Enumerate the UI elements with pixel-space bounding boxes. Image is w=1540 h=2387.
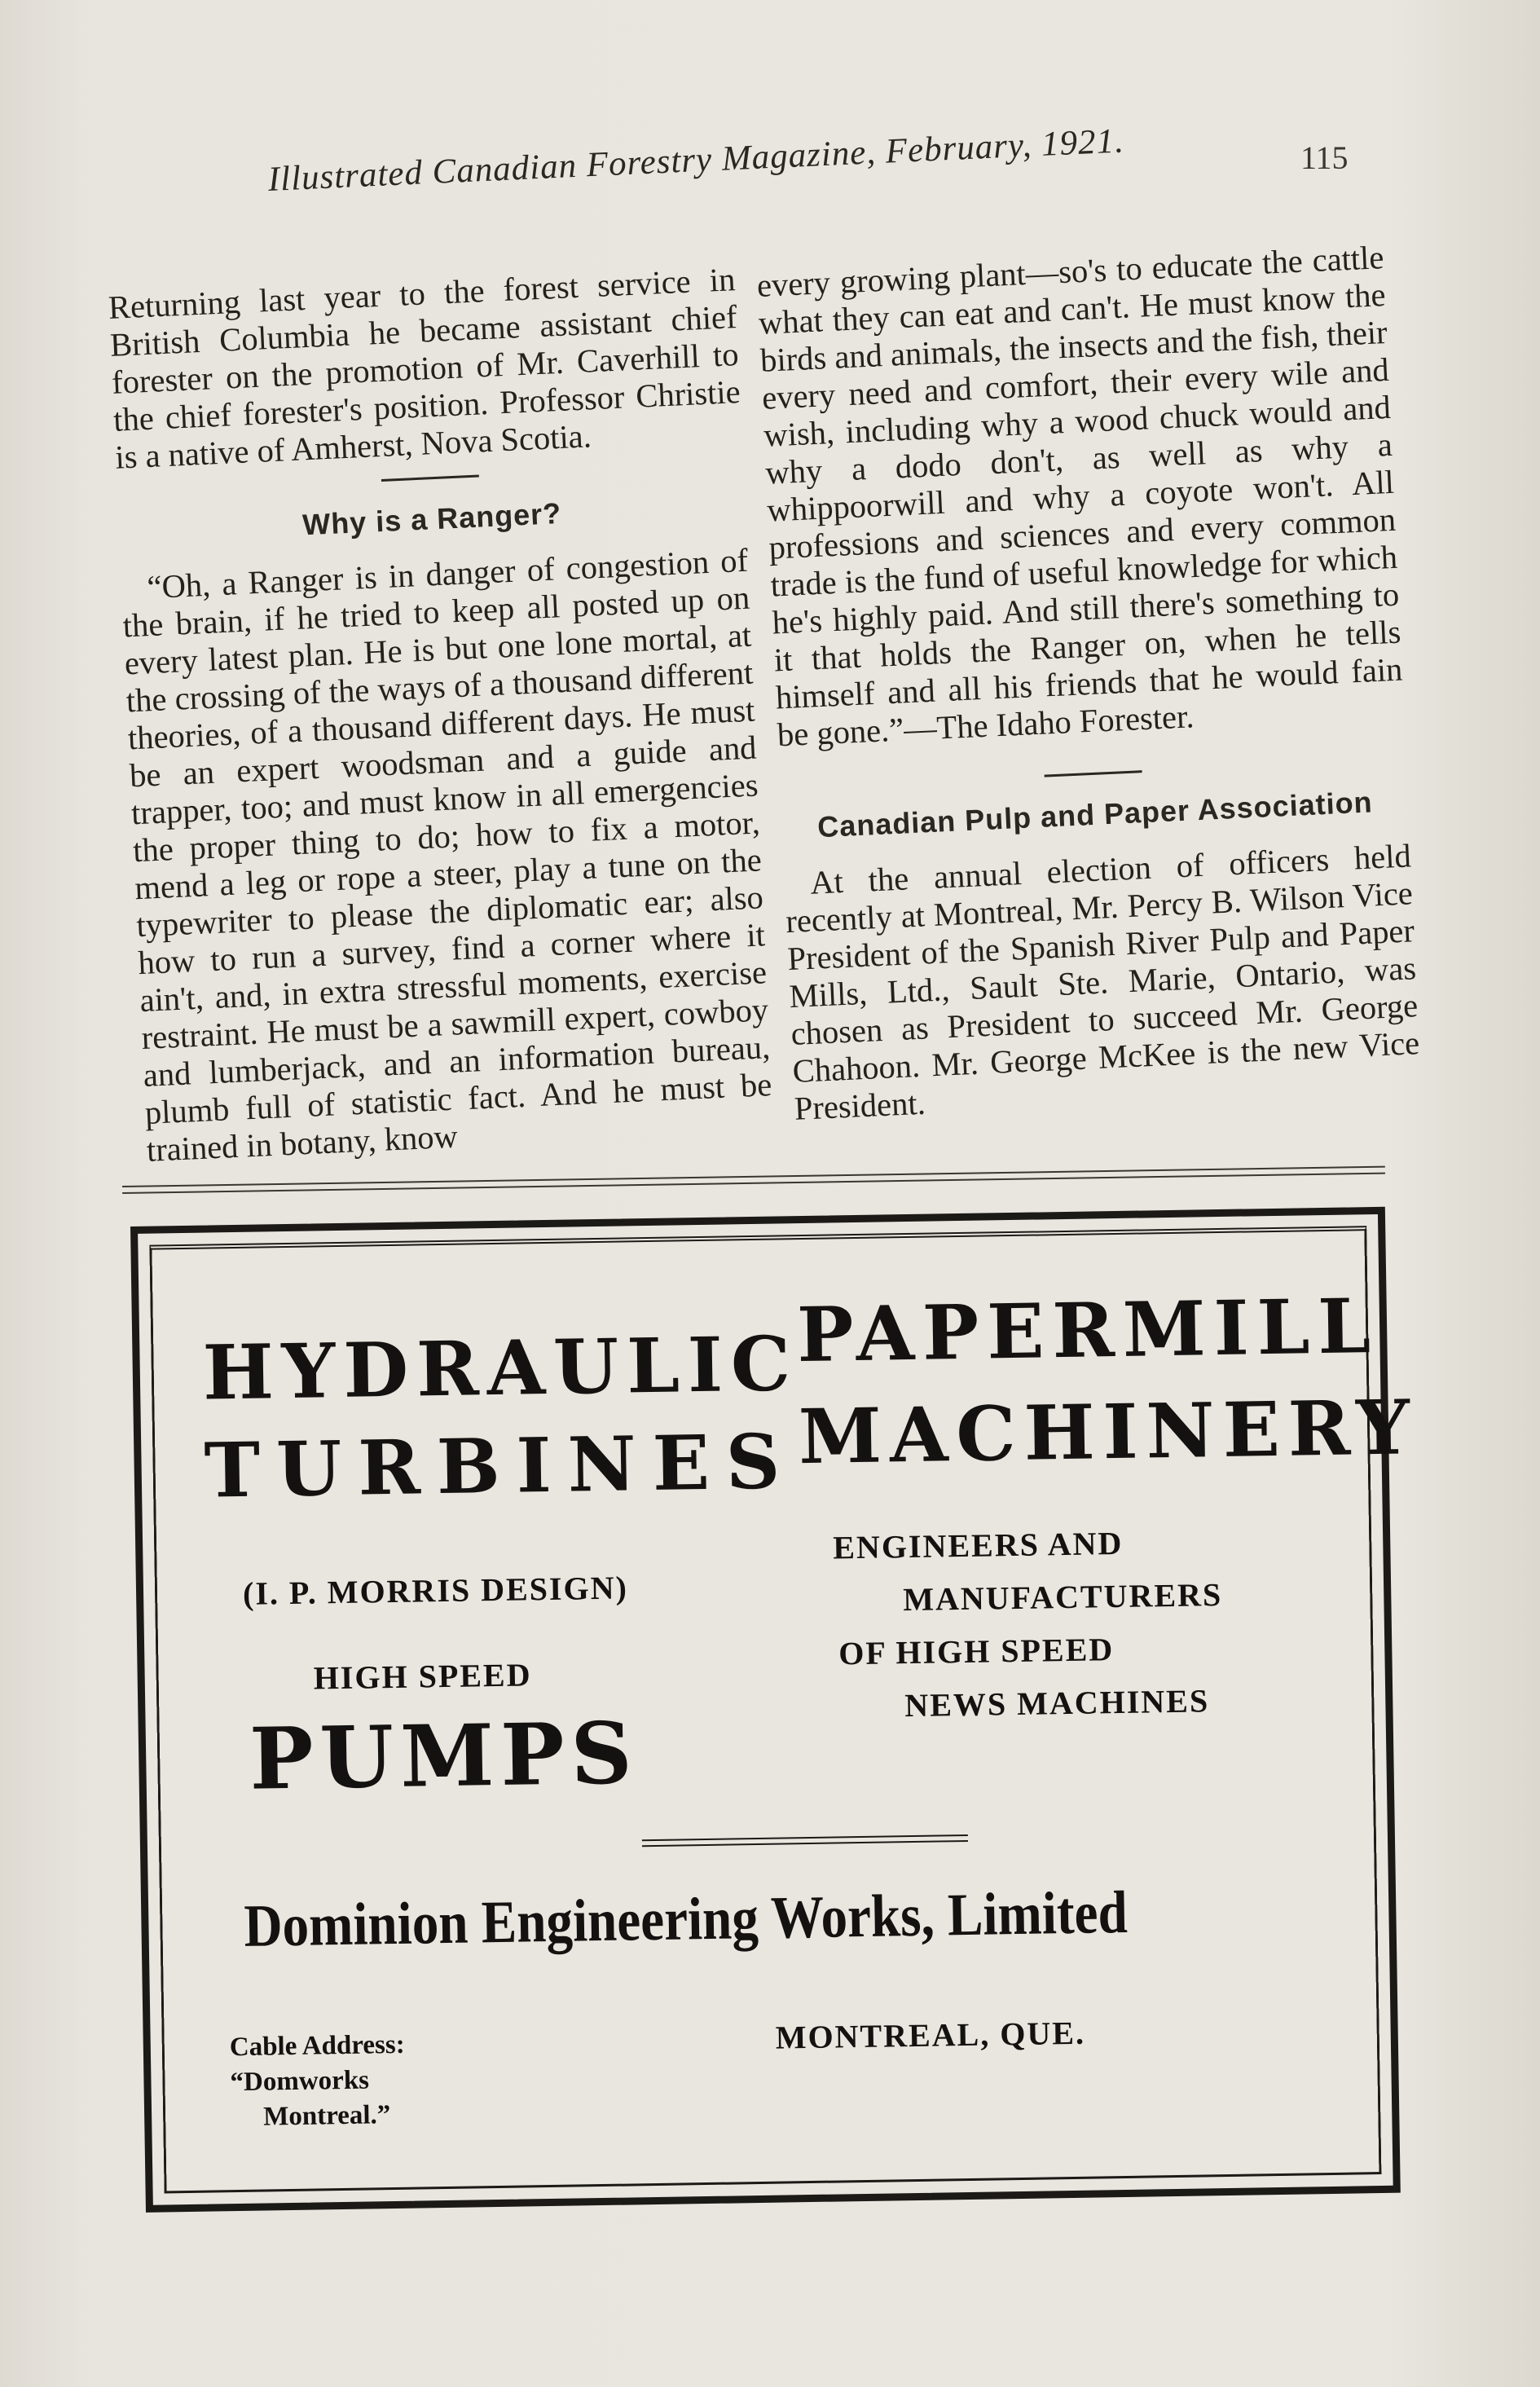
ad-news-machines: NEWS MACHINES: [904, 1682, 1210, 1724]
ad-title-machinery: MACHINERY: [798, 1383, 1419, 1482]
right-column: [756, 239, 1422, 1128]
section-divider: [1045, 770, 1142, 777]
ranger-paragraph: “Oh, a Ranger is in danger of congestion of the brain, if he tried to keep all posted up on every latest plan. He is but one lone mortal, at the crossing of the ways of a thousand different theories, of a thousand different days. He must be an expert woodsman and a guide and trapper, too; and must know in all emergencies the proper thing to do; how to fix a motor, mend a leg or rope a steer, play a tune on the typewriter to please the diplomatic ear; also how to run a survey, find a corner where it ain't, and, in extra stressful moments, exercise restraint. He must be a sawmill expert, cowboy and lumberjack, and an information bureau, plumb full of statistic fact. And he must be trained in botany, know: [121, 541, 773, 1169]
ranger-continued-paragraph: every growing plant—so's to educate the cattle what they can eat and can't. He must know the birds and animals, the insects and the fish, their every need and comfort, their every wile and wish, including why a wood chuck would and why a dodo don't, as well as why a whippoorwill and why a coyote won't. All professions and sciences and every common trade is the fund of useful knowledge for which he's highly paid. And still there's something to it that holds the Ranger on, when he tells himself and all his friends that he would fain be gone.”—The Idaho Forester.: [756, 239, 1404, 754]
ad-pumps: PUMPS: [249, 1702, 640, 1809]
ad-title-papermill: PAPERMILL: [796, 1281, 1379, 1380]
ad-company-name: Dominion Engineering Works, Limited: [243, 1878, 1129, 1960]
ad-of-high-speed: OF HIGH SPEED: [838, 1631, 1115, 1672]
ad-cable-line2: Montreal.”: [262, 2100, 391, 2132]
pulp-paragraph: At the annual election of officers held recently at Montreal, Mr. Percy B. Wilson Vice President of the Spanish River Pulp and Paper Mills, Ltd., Sault Ste. Marie, Ontario, was chosen as President to succeed Mr. George Chahoon. Mr. George McKee is the new Vice President.: [785, 837, 1421, 1127]
ad-high-speed: HIGH SPEED: [313, 1656, 532, 1697]
ad-title-hydraulic: HYDRAULIC: [201, 1319, 799, 1417]
advertisement-box: [130, 1207, 1419, 2213]
ad-location: MONTREAL, QUE.: [775, 2014, 1086, 2056]
left-column: [108, 261, 774, 1169]
ranger-heading: Why is a Ranger?: [301, 496, 562, 542]
ad-manufacturers: MANUFACTURERS: [902, 1576, 1223, 1618]
double-rule-divider: [122, 1166, 1385, 1194]
intro-paragraph: Returning last year to the forest service in British Columbia he became assistant chief forester on the promotion of Mr. Caverhill to the chief forester's position. Professor Christie is a native of Amherst, Nova Scotia.: [108, 261, 741, 476]
ad-design-note: (I. P. MORRIS DESIGN): [242, 1569, 629, 1612]
page-number: 115: [1300, 139, 1349, 176]
ad-cable-line1: “Domworks: [230, 2065, 370, 2098]
advertisement-inner-border: [149, 1226, 1419, 2193]
ad-double-rule: [642, 1834, 968, 1847]
ad-engineers: ENGINEERS AND: [832, 1524, 1124, 1566]
ad-title-turbines: TURBINES: [203, 1417, 798, 1515]
ad-cable-label: Cable Address:: [229, 2029, 405, 2063]
pulp-heading: Canadian Pulp and Paper Association: [816, 785, 1374, 844]
running-head: Illustrated Canadian Forestry Magazine, February, 1921.: [266, 121, 1125, 200]
section-divider: [381, 475, 479, 482]
